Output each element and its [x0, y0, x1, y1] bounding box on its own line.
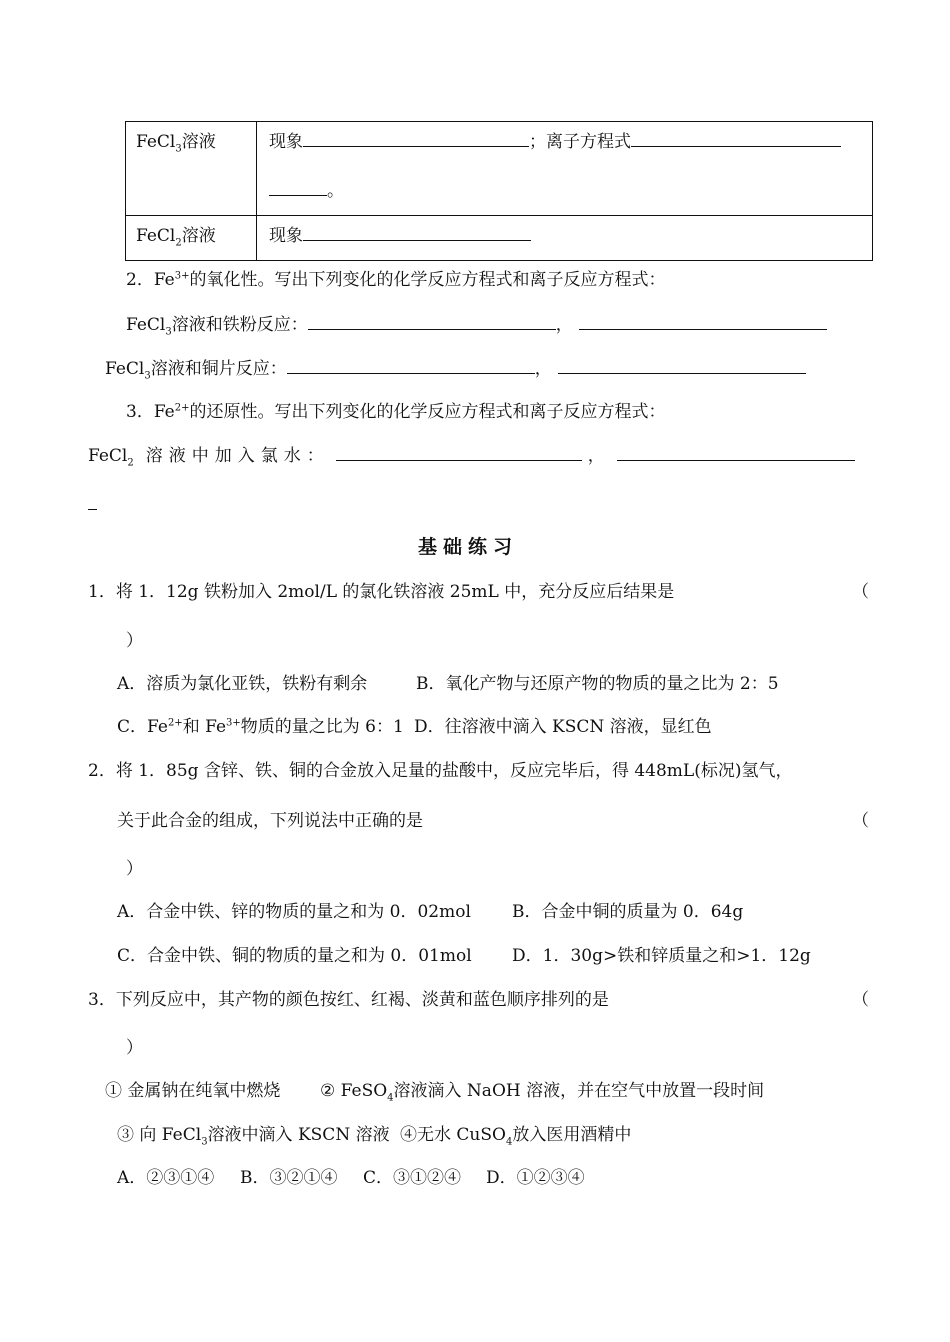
- item-2b: [105, 354, 806, 381]
- reaction-text: ② FeSO: [320, 1081, 388, 1101]
- option-b[interactable]: B．③②①④: [240, 1168, 338, 1188]
- reaction-text: 溶液滴入 NaOH 溶液，并在空气中放置一段时间: [393, 1081, 765, 1101]
- item-number: 3．Fe: [126, 402, 175, 422]
- reagent-suffix: 溶液: [181, 226, 216, 246]
- subscript: 4: [387, 1092, 394, 1104]
- comma: ，: [587, 446, 611, 466]
- section-title: 基础练习: [418, 536, 519, 558]
- item-3a-cont: [88, 494, 97, 515]
- reaction-text: ④无水 CuSO: [400, 1125, 506, 1145]
- answer-cell: [257, 216, 873, 261]
- subscript: 3: [175, 143, 182, 155]
- subscript: 4: [505, 1136, 513, 1148]
- item-3-heading: [126, 397, 666, 422]
- option-d[interactable]: D．1．30g>铁和锌质量之和>1．12g: [512, 946, 811, 966]
- question-1-stem: 1．将 1．12g 铁粉加入 2mol/L 的氯化铁溶液 25mL 中，充分反应后结果是: [88, 582, 675, 602]
- answer-blank[interactable]: [336, 445, 582, 461]
- reagent-name: FeCl: [136, 132, 176, 152]
- phenomenon-label: 现象: [269, 226, 303, 246]
- reaction-4: [400, 1120, 631, 1147]
- answer-blank[interactable]: [287, 358, 535, 374]
- phenomenon-blank[interactable]: [303, 225, 531, 241]
- subscript: 3: [165, 326, 172, 338]
- reagent-cell: [126, 216, 257, 261]
- option-b[interactable]: B．合金中铜的质量为 0．64g: [512, 902, 744, 922]
- answer-paren-open[interactable]: （: [852, 811, 869, 831]
- answer-cell: [257, 122, 873, 216]
- reaction-2: [320, 1076, 764, 1103]
- equation-label: 离子方程式: [546, 132, 631, 152]
- item-2a: [126, 310, 827, 337]
- subscript: 2: [175, 237, 182, 249]
- answer-blank-cont[interactable]: [88, 494, 97, 510]
- question-2-stem: 2．将 1．85g 含锌、铁、铜的合金放入足量的盐酸中，反应完毕后，得 448mL(标况)氢气，: [88, 761, 793, 781]
- option-a[interactable]: A．合金中铁、锌的物质的量之和为 0．02mol: [117, 902, 471, 922]
- option-c[interactable]: C．③①②④: [363, 1168, 462, 1188]
- answer-paren-open[interactable]: （: [852, 582, 869, 602]
- comma: ，: [555, 315, 573, 335]
- option-text: C．Fe: [117, 717, 168, 737]
- item-text: 溶液中加入氯水：: [145, 446, 330, 466]
- superscript: 2+: [174, 402, 190, 414]
- option-b[interactable]: B．氧化产物与还原产物的物质的量之比为 2：5: [416, 674, 779, 694]
- answer-paren-close: ）: [126, 1038, 143, 1058]
- reaction-text: ③ 向 FeCl: [117, 1125, 202, 1145]
- reagent-cell: [126, 122, 257, 216]
- reaction-1: ① 金属钠在纯氧中燃烧: [105, 1081, 281, 1101]
- item-text: 溶液和铜片反应：: [150, 359, 287, 379]
- option-text: 和 Fe: [182, 717, 227, 737]
- period: 。: [327, 181, 344, 201]
- question-2-stem-cont: 关于此合金的组成，下列说法中正确的是: [117, 811, 423, 831]
- superscript: 3+: [174, 270, 190, 282]
- equation-blank-cont[interactable]: [269, 180, 327, 196]
- option-a[interactable]: A．溶质为氯化亚铁，铁粉有剩余: [117, 674, 368, 694]
- answer-paren-close: ）: [126, 631, 143, 651]
- option-a[interactable]: A．②③①④: [117, 1168, 215, 1188]
- separator: ；: [529, 132, 546, 152]
- phenomenon-blank[interactable]: [303, 131, 529, 147]
- subscript: 2: [127, 457, 140, 469]
- formula: FeCl: [88, 446, 128, 466]
- reaction-text: 溶液中滴入 KSCN 溶液: [207, 1125, 390, 1145]
- table-row: [126, 122, 873, 216]
- option-d[interactable]: D．往溶液中滴入 KSCN 溶液，显红色: [414, 717, 712, 737]
- item-2-heading: [126, 265, 666, 290]
- answer-blank[interactable]: [308, 314, 556, 330]
- reagent-name: FeCl: [136, 226, 176, 246]
- formula: FeCl: [105, 359, 145, 379]
- item-text: 的氧化性。写出下列变化的化学反应方程式和离子反应方程式：: [189, 270, 666, 290]
- option-c[interactable]: [117, 712, 404, 737]
- question-3-stem: 3．下列反应中，其产物的颜色按红、红褐、淡黄和蓝色顺序排列的是: [88, 990, 609, 1010]
- answer-paren-open[interactable]: （: [852, 990, 869, 1010]
- item-text: 溶液和铁粉反应：: [171, 315, 308, 335]
- equation-blank[interactable]: [631, 131, 841, 147]
- item-3a: [88, 441, 855, 468]
- comma: ，: [534, 359, 552, 379]
- reaction-3: [117, 1120, 390, 1147]
- formula: FeCl: [126, 315, 166, 335]
- option-c[interactable]: C．合金中铁、铜的物质的量之和为 0．01mol: [117, 946, 472, 966]
- item-text: 的还原性。写出下列变化的化学反应方程式和离子反应方程式：: [189, 402, 666, 422]
- answer-blank[interactable]: [558, 358, 806, 374]
- option-text: 物质的量之比为 6：1: [240, 717, 404, 737]
- superscript: 2+: [167, 717, 183, 729]
- answer-blank[interactable]: [617, 445, 855, 461]
- subscript: 3: [201, 1136, 208, 1148]
- reaction-table: [125, 121, 873, 261]
- answer-blank[interactable]: [579, 314, 827, 330]
- answer-paren-close: ）: [126, 859, 143, 879]
- phenomenon-label: 现象: [269, 132, 303, 152]
- subscript: 3: [144, 370, 151, 382]
- reaction-text: 放入医用酒精中: [512, 1125, 632, 1145]
- reagent-suffix: 溶液: [181, 132, 216, 152]
- option-d[interactable]: D．①②③④: [486, 1168, 585, 1188]
- table-row: [126, 216, 873, 261]
- superscript: 3+: [226, 717, 241, 729]
- item-number: 2．Fe: [126, 270, 175, 290]
